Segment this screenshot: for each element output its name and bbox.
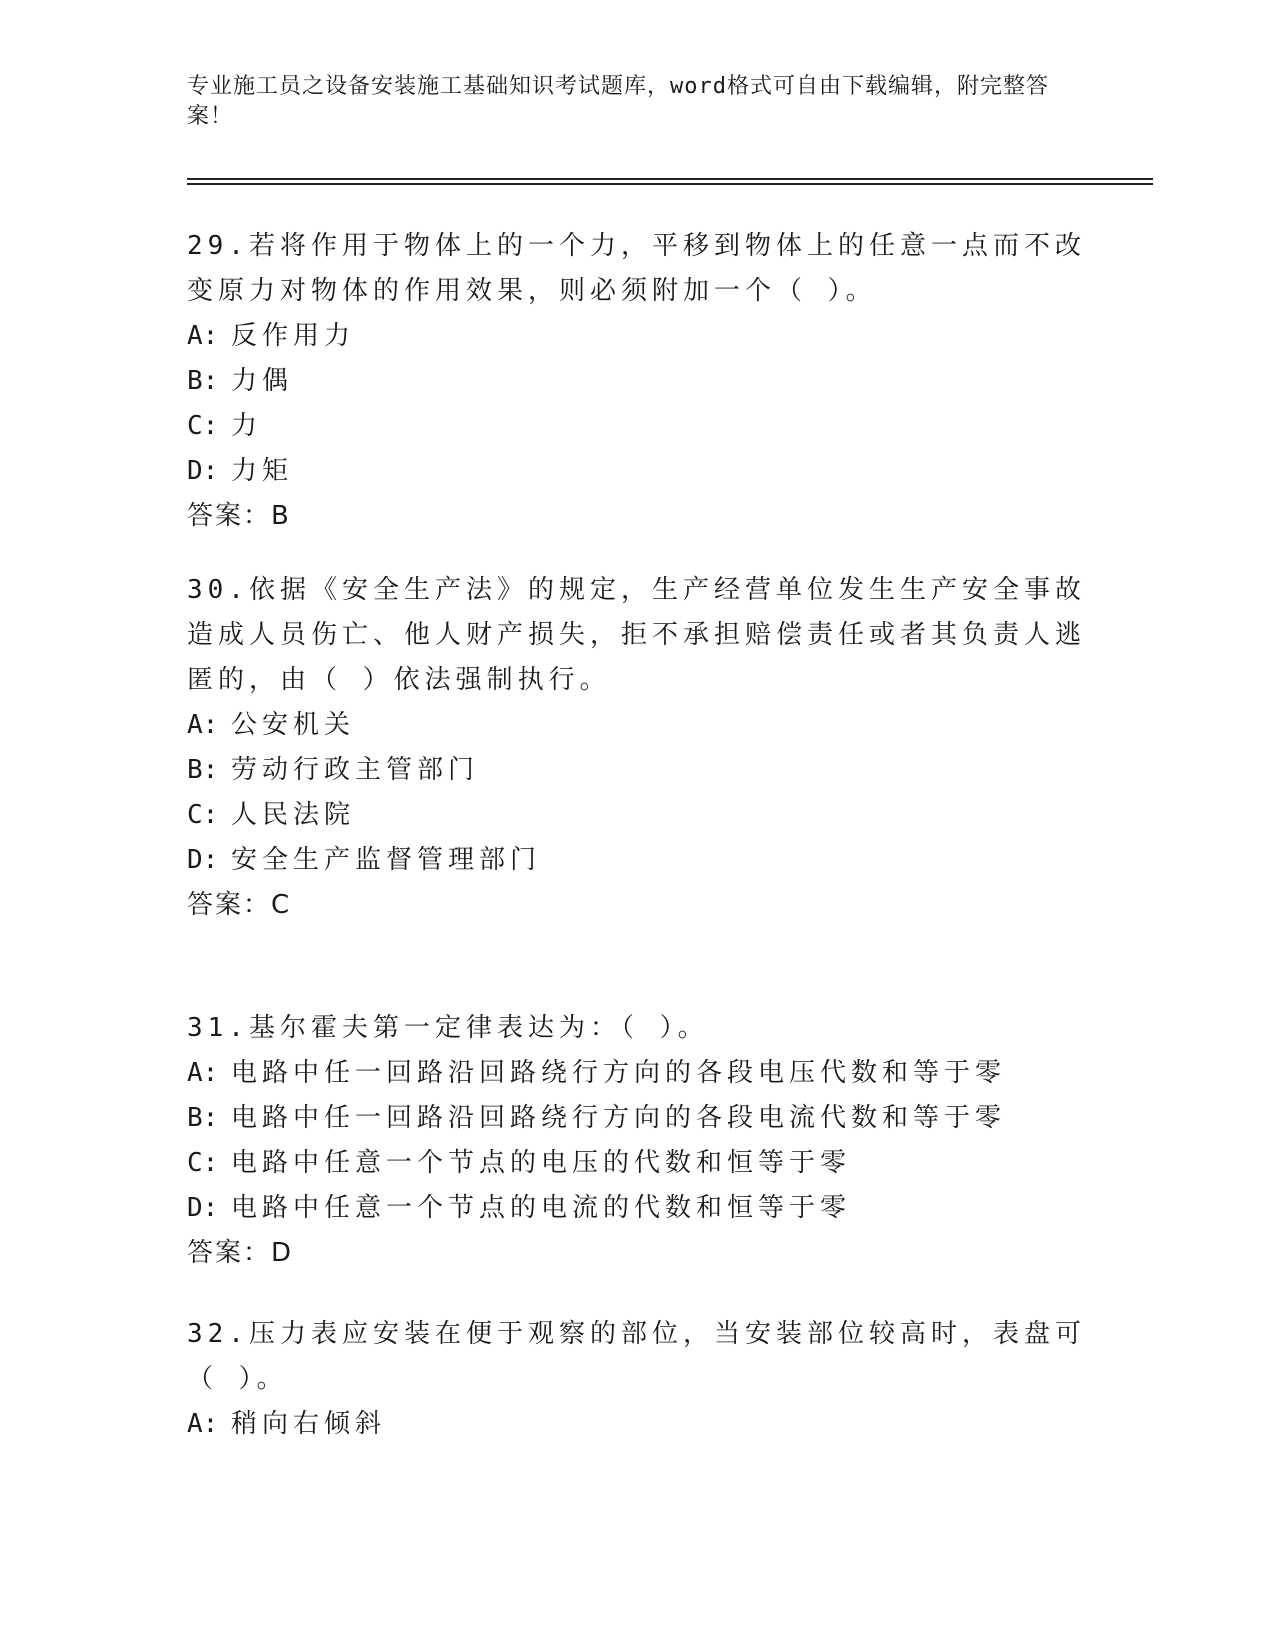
- question-stem: 31.基尔霍夫第一定律表达为：（ ）。: [187, 1013, 709, 1043]
- option-text: 电路中任意一个节点的电流的代数和恒等于零: [231, 1193, 852, 1223]
- option-text: 力偶: [231, 366, 294, 396]
- option-label: B:: [187, 1103, 219, 1133]
- option-a: [187, 1402, 1087, 1447]
- option-a: [187, 1051, 1087, 1096]
- option-label: A:: [187, 1409, 219, 1439]
- document-header: 专业施工员之设备安装施工基础知识考试题库，word格式可自由下载编辑，附完整答案！: [187, 74, 1049, 129]
- question-31: [187, 1006, 1087, 1276]
- option-text: 电路中任意一个节点的电压的代数和恒等于零: [231, 1148, 852, 1178]
- option-label: C:: [187, 800, 219, 830]
- option-label: D:: [187, 1193, 219, 1223]
- option-d: [187, 449, 1087, 494]
- option-d: [187, 838, 1087, 883]
- option-b: [187, 359, 1087, 404]
- header-divider-bottom: [187, 183, 1153, 185]
- option-d: [187, 1186, 1087, 1231]
- option-text: 稍向右倾斜: [231, 1409, 387, 1439]
- header-divider-top: [187, 178, 1153, 180]
- option-text: 力矩: [231, 456, 294, 486]
- option-label: A:: [187, 321, 219, 351]
- option-label: B:: [187, 366, 219, 396]
- option-c: [187, 1141, 1087, 1186]
- answer: 答案：B: [187, 501, 291, 531]
- option-label: C:: [187, 1148, 219, 1178]
- option-text: 公安机关: [231, 710, 356, 740]
- answer: 答案：D: [187, 1238, 294, 1268]
- option-label: D:: [187, 456, 219, 486]
- option-label: A:: [187, 1058, 219, 1088]
- option-text: 力: [231, 411, 263, 441]
- option-label: B:: [187, 755, 219, 785]
- question-32: [187, 1312, 1087, 1447]
- option-text: 电路中任一回路沿回路绕行方向的各段电流代数和等于零: [231, 1103, 1007, 1133]
- option-a: [187, 314, 1087, 359]
- option-a: [187, 703, 1087, 748]
- option-label: C:: [187, 411, 219, 441]
- option-label: D:: [187, 845, 219, 875]
- option-c: [187, 404, 1087, 449]
- question-stem: 29.若将作用于物体上的一个力，平移到物体上的任意一点而不改变原力对物体的作用效果，则必须附加一个（ ）。: [187, 231, 1086, 306]
- option-b: [187, 1096, 1087, 1141]
- question-stem: 32.压力表应安装在便于观察的部位，当安装部位较高时，表盘可（ ）。: [187, 1319, 1086, 1394]
- option-text: 安全生产监督管理部门: [231, 845, 542, 875]
- option-label: A:: [187, 710, 219, 740]
- option-b: [187, 748, 1087, 793]
- option-text: 人民法院: [231, 800, 356, 830]
- question-stem: 30.依据《安全生产法》的规定，生产经营单位发生生产安全事故造成人员伤亡、他人财产损失，拒不承担赔偿责任或者其负责人逃匿的，由（ ）依法强制执行。: [187, 575, 1087, 695]
- option-text: 反作用力: [231, 321, 356, 351]
- option-c: [187, 793, 1087, 838]
- option-text: 劳动行政主管部门: [231, 755, 480, 785]
- option-text: 电路中任一回路沿回路绕行方向的各段电压代数和等于零: [231, 1058, 1007, 1088]
- answer: 答案：C: [187, 890, 292, 920]
- question-30: [187, 568, 1087, 928]
- question-29: [187, 224, 1087, 539]
